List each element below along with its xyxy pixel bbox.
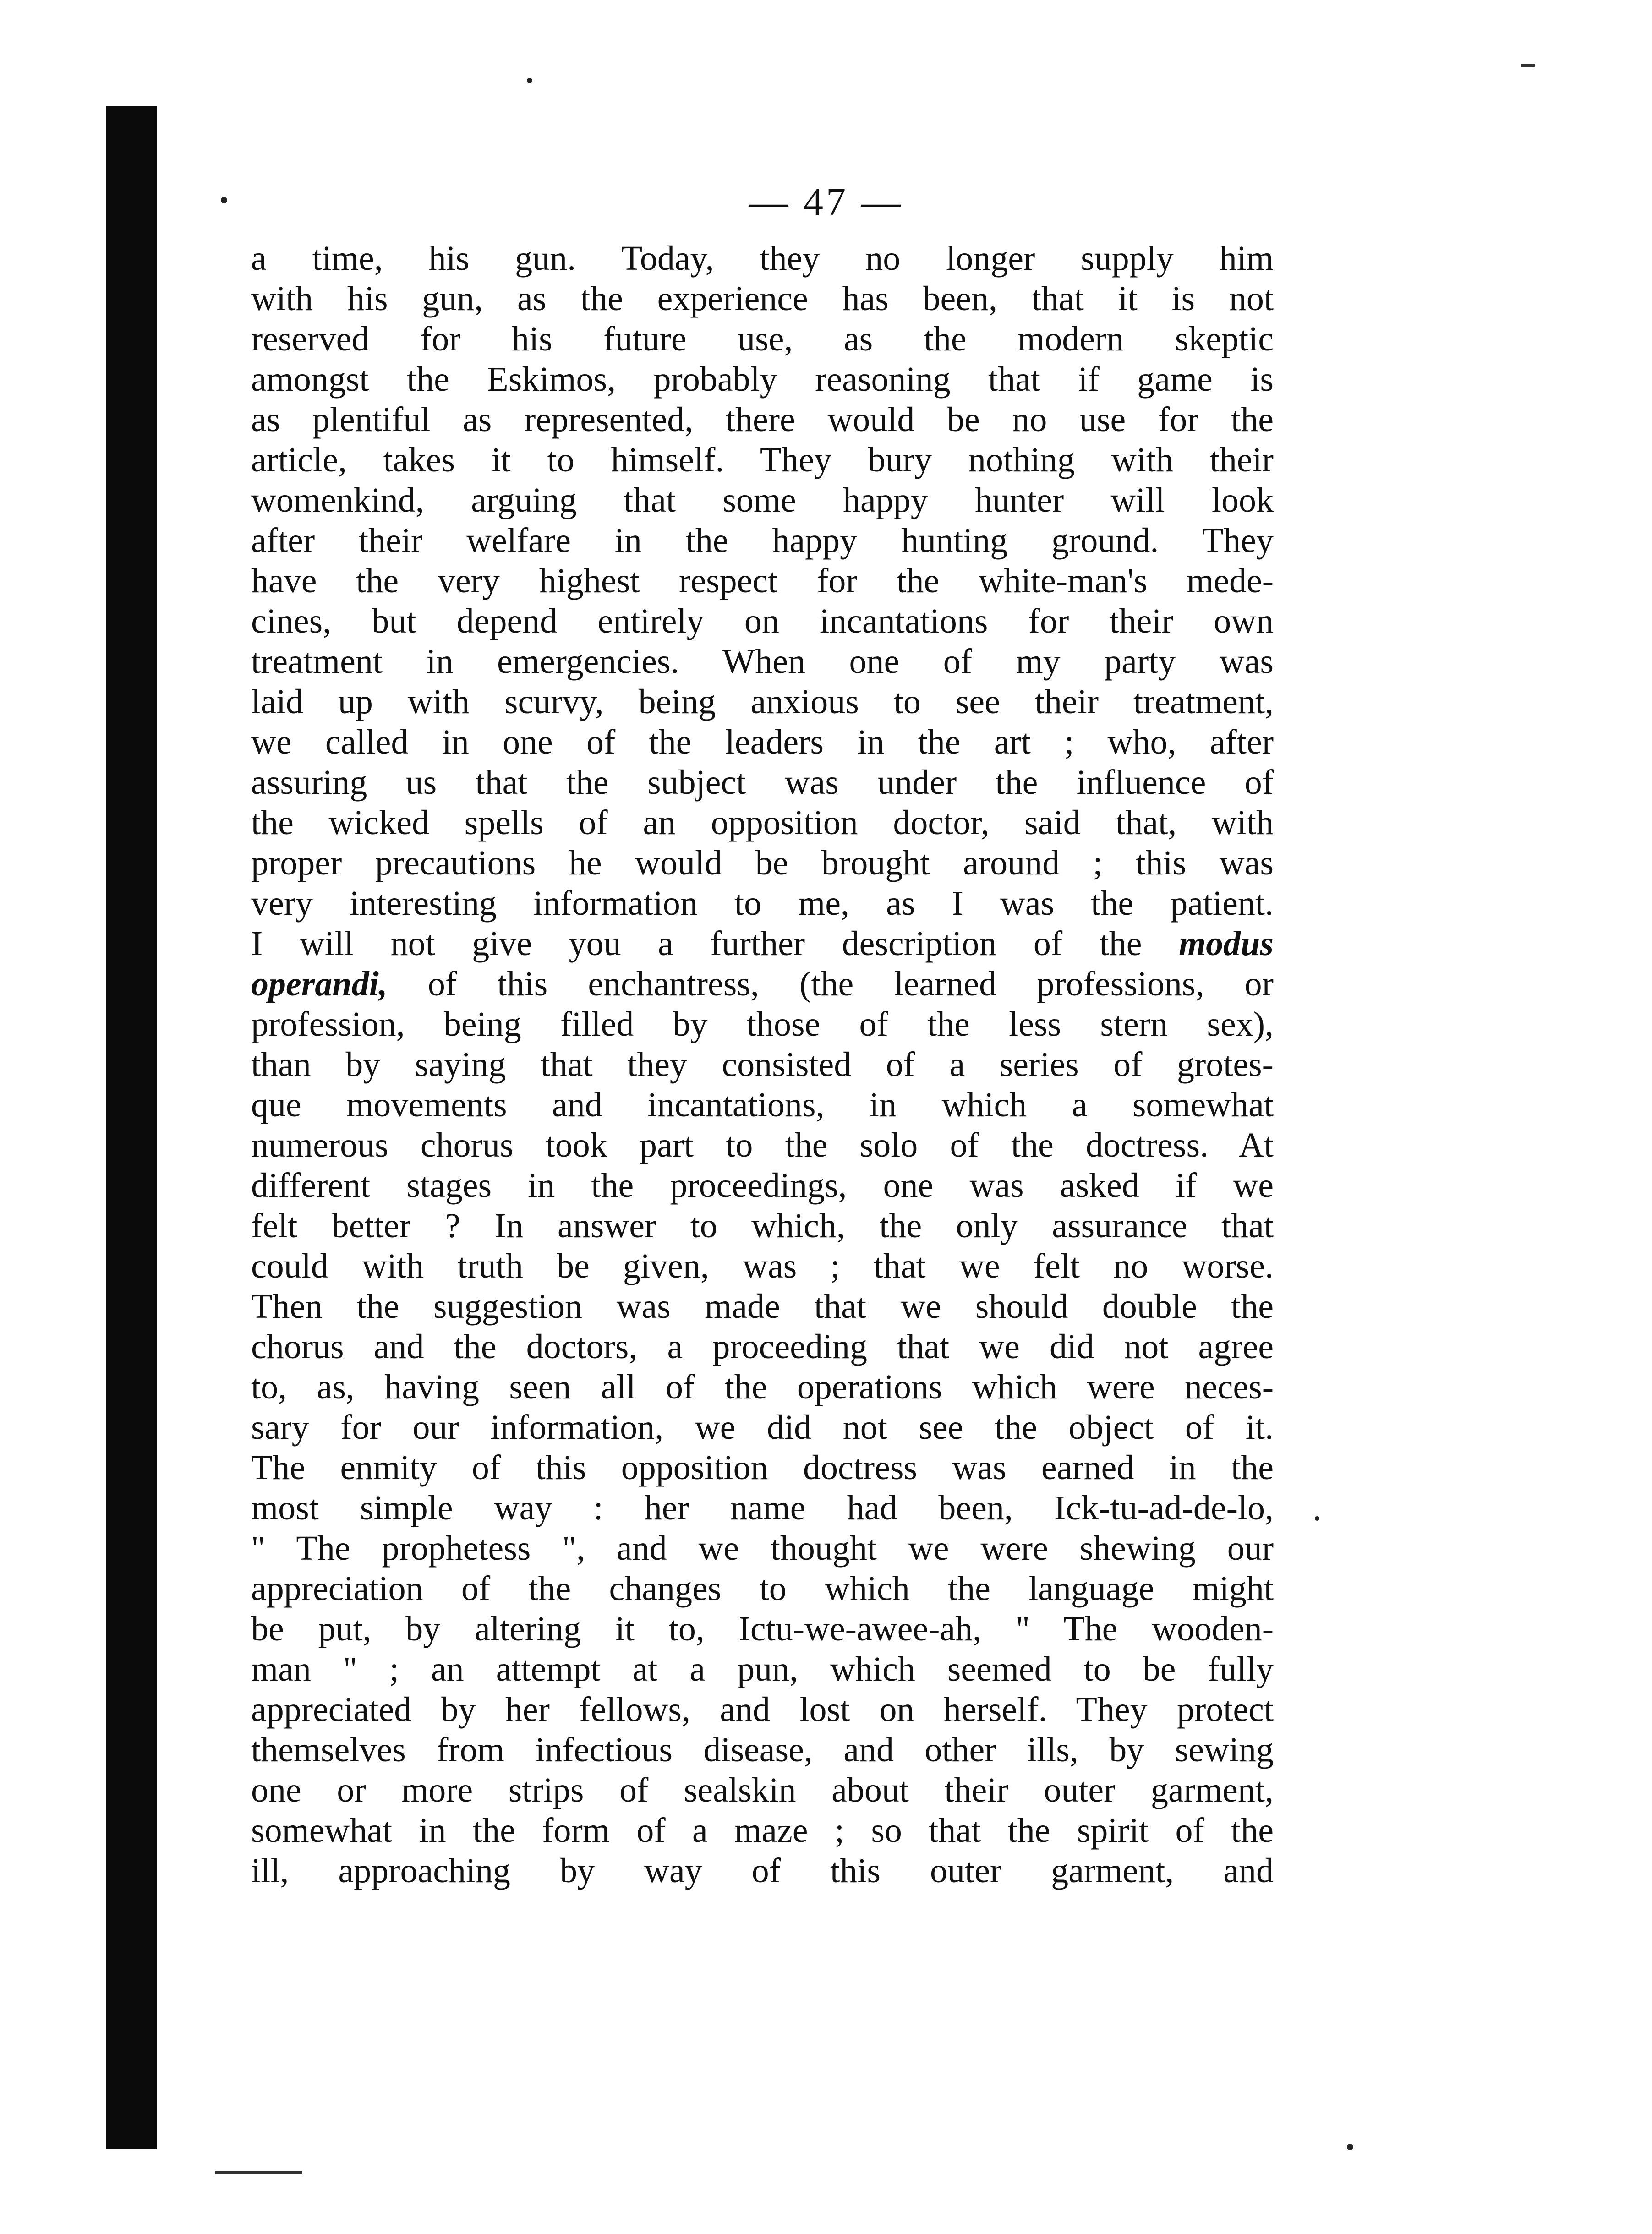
text-line: que movements and incantations, in which a somewhat <box>251 1086 1274 1124</box>
text-line: than by saying that they consisted of a series of grotes- <box>251 1045 1274 1084</box>
text-line: could with truth be given, was ; that we felt no worse. <box>251 1247 1274 1285</box>
text-line: we called in one of the leaders in the art ; who, after <box>251 723 1274 761</box>
italic-term: operandi, <box>251 965 388 1003</box>
text-line: the wicked spells of an opposition doctor, said that, with <box>251 803 1274 842</box>
text-run: of this enchantress, (the learned professions, or <box>387 965 1274 1003</box>
text-line: womenkind, arguing that some happy hunter will look <box>251 481 1274 519</box>
text-run: I will not give you a further description of the <box>251 924 1179 963</box>
text-line: chorus and the doctors, a proceeding that we did not agree <box>251 1327 1274 1366</box>
text-line: different stages in the proceedings, one was asked if we <box>251 1166 1274 1205</box>
text-line: to, as, having seen all of the operations which were neces- <box>251 1368 1274 1406</box>
text-line: themselves from infectious disease, and other ills, by sewing <box>251 1731 1274 1769</box>
text-line: sary for our information, we did not see the object of it. <box>251 1408 1274 1447</box>
text-line: The enmity of this opposition doctress was earned in the <box>251 1448 1274 1487</box>
page-number: — 47 — <box>749 180 903 224</box>
text-line: have the very highest respect for the white-man's mede- <box>251 562 1274 600</box>
scan-speck <box>1347 2144 1353 2150</box>
text-line: amongst the Eskimos, probably reasoning that if game is <box>251 360 1274 399</box>
text-line: somewhat in the form of a maze ; so that the spirit of the <box>251 1811 1274 1850</box>
text-line: be put, by altering it to, Ictu-we-awee-ah, " The wooden- <box>251 1610 1274 1648</box>
text-line: appreciation of the changes to which the language might <box>251 1569 1274 1608</box>
text-line: ill, approaching by way of this outer garment, and <box>251 1852 1274 1890</box>
text-line: assuring us that the subject was under the influence of <box>251 763 1274 802</box>
scan-speck <box>1315 1516 1319 1521</box>
scan-mark <box>215 2171 302 2174</box>
text-line: after their welfare in the happy hunting ground. They <box>251 521 1274 560</box>
text-line <box>251 923 1274 964</box>
body-text <box>251 238 1274 1891</box>
italic-term: modus <box>1179 924 1274 963</box>
text-line: profession, being filled by those of the less stern sex), <box>251 1005 1274 1043</box>
text-line: " The prophetess ", and we thought we were shewing our <box>251 1529 1274 1568</box>
text-line: most simple way : her name had been, Ick-tu-ad-de-lo, <box>251 1489 1274 1527</box>
text-line: Then the suggestion was made that we should double the <box>251 1287 1274 1326</box>
text-line: reserved for his future use, as the modern skeptic <box>251 320 1274 358</box>
text-line: appreciated by her fellows, and lost on herself. They protect <box>251 1690 1274 1729</box>
text-line: felt better ? In answer to which, the only assurance that <box>251 1207 1274 1245</box>
text-line: article, takes it to himself. They bury nothing with their <box>251 441 1274 479</box>
text-line: with his gun, as the experience has been, that it is not <box>251 279 1274 318</box>
text-line: numerous chorus took part to the solo of the doctress. At <box>251 1126 1274 1164</box>
text-line: laid up with scurvy, being anxious to see their treatment, <box>251 683 1274 721</box>
text-line: very interesting information to me, as I was the patient. <box>251 884 1274 923</box>
text-line: one or more strips of sealskin about their outer garment, <box>251 1771 1274 1809</box>
page-binding-edge <box>106 106 157 2149</box>
text-line <box>251 964 1274 1004</box>
scan-speck <box>527 78 532 83</box>
scan-mark <box>1521 64 1535 67</box>
text-line: man " ; an attempt at a pun, which seemed to be fully <box>251 1650 1274 1688</box>
text-line: proper precautions he would be brought around ; this was <box>251 844 1274 882</box>
text-line: as plentiful as represented, there would be no use for the <box>251 400 1274 439</box>
text-line: cines, but depend entirely on incantations for their own <box>251 602 1274 640</box>
text-line: a time, his gun. Today, they no longer supply him <box>251 239 1274 278</box>
text-line: treatment in emergencies. When one of my party was <box>251 642 1274 681</box>
